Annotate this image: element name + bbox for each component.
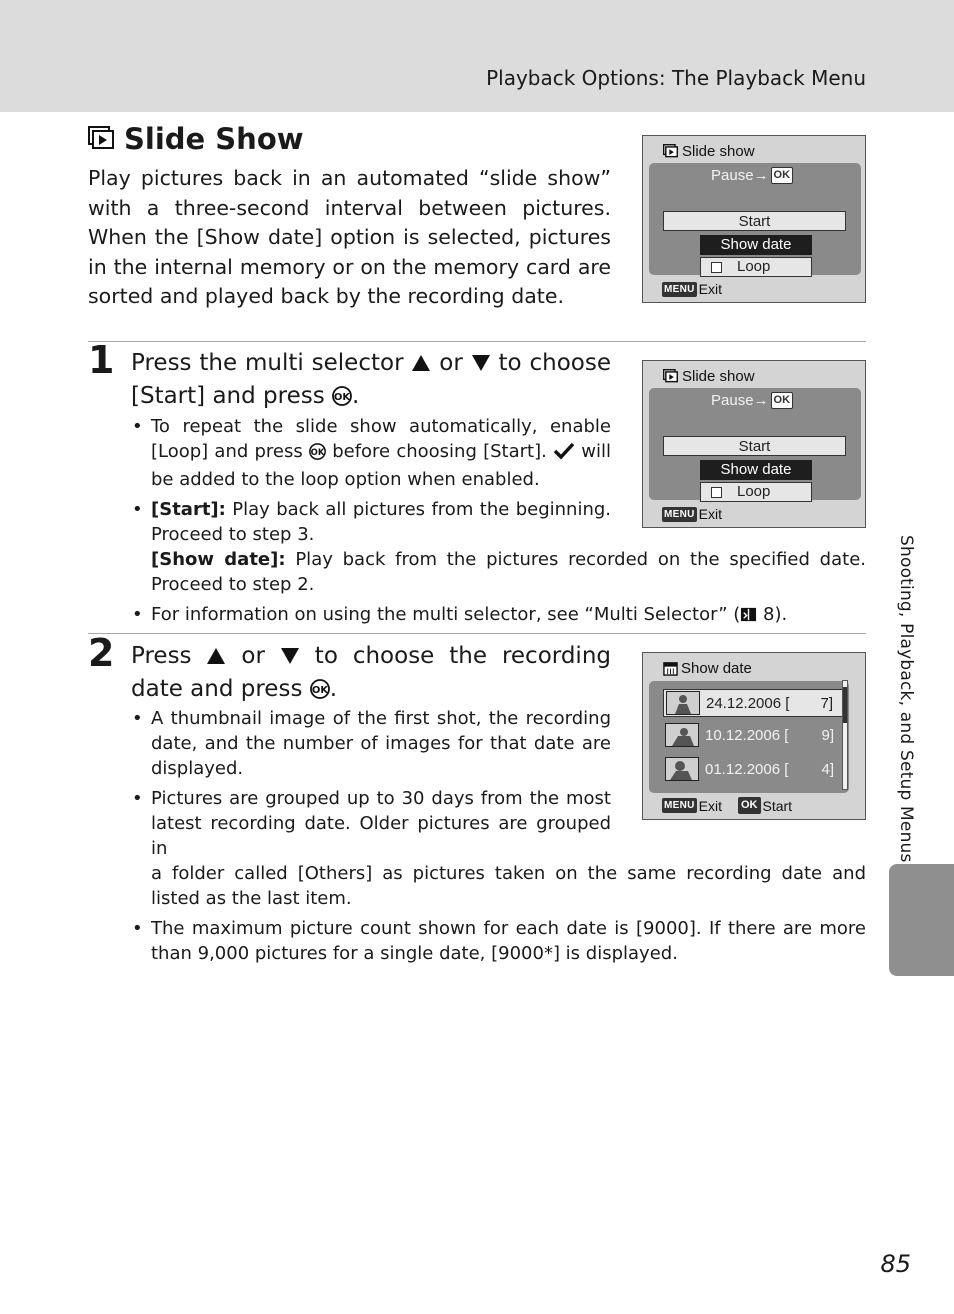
pause-text: Pause→ <box>711 167 769 184</box>
list-item <box>131 414 611 492</box>
side-tab-label: Shooting, Playback, and Setup Menus <box>896 535 916 863</box>
bullet-text: Play back from the pictures recorded on the specified date. Proceed to step 2. <box>151 549 866 595</box>
picture-count: 7] <box>820 695 833 712</box>
svg-text:OK: OK <box>333 391 351 403</box>
step2-heading-text: Press <box>131 643 207 669</box>
ok-icon: OK <box>738 797 761 814</box>
loop-label: Loop <box>737 258 771 275</box>
pause-hint <box>711 392 793 409</box>
step1-heading-text: . <box>352 382 360 409</box>
step2-heading-text: or <box>226 643 280 669</box>
thumbnail-image <box>665 723 699 747</box>
thumbnail-image <box>666 691 700 715</box>
start-label: [Start]: <box>151 499 226 520</box>
pause-hint <box>711 167 793 184</box>
thumbnail-image <box>665 757 699 781</box>
divider <box>88 341 866 342</box>
show-date-label: [Show date]: <box>151 549 286 570</box>
slide-show-icon <box>663 369 679 384</box>
bullet-text: Play back all pictures from the beginning. Proceed to step 3. <box>151 499 611 545</box>
ok-button-icon <box>310 678 330 708</box>
menu-option-start[interactable]: Start <box>663 211 846 231</box>
slide-show-icon <box>88 126 116 152</box>
recording-date: 01.12.2006 [ <box>705 761 789 778</box>
slide-show-icon <box>663 144 679 159</box>
ok-icon: OK <box>771 392 794 409</box>
down-arrow-icon <box>280 645 300 675</box>
bullet-text: To repeat the slide show automatically, enable [Loop] and press <box>151 416 611 462</box>
step-number: 2 <box>88 631 115 675</box>
camera-screen-slide-show <box>642 135 866 303</box>
screen-title <box>663 143 755 160</box>
menu-panel <box>649 388 861 500</box>
menu-icon: MENU <box>664 800 695 811</box>
picture-count: 9] <box>821 727 834 744</box>
section-title-text: Slide Show <box>124 122 304 156</box>
up-arrow-icon <box>411 352 431 382</box>
start-label: Start <box>762 797 793 814</box>
up-arrow-icon <box>206 645 226 675</box>
intro-paragraph: Play pictures back in an automated “slide show” with a three-second interval between pictures. When the [Show date] option is selected, pictures in the internal memory or on the memory card are sorted and played back by the recording date. <box>88 166 611 308</box>
ok-button-icon <box>309 442 326 467</box>
step1-heading-text: to choose [Start] and press <box>131 350 611 409</box>
picture-count: 4] <box>821 761 834 778</box>
step1-heading-text: Press the multi selector <box>131 350 412 376</box>
step1-heading <box>131 349 611 414</box>
bullet-text: For information on using the multi selector, see “Multi Selector” ( <box>151 604 741 625</box>
menu-option-loop[interactable] <box>700 482 812 502</box>
menu-panel <box>649 163 861 275</box>
exit-label: Exit <box>698 797 722 814</box>
step2-heading <box>131 642 611 707</box>
screen-footer <box>662 506 722 522</box>
menu-option-show-date[interactable]: Show date <box>700 460 812 480</box>
step2-heading-text: to choose the recording date and press <box>131 643 611 702</box>
screen-footer <box>662 281 722 297</box>
bullet-text: • Pictures are grouped up to 30 days from the most latest recording date. Older pictures are grouped in <box>151 788 611 859</box>
date-row[interactable] <box>663 722 846 750</box>
recording-date: 10.12.2006 [ <box>705 727 789 744</box>
menu-icon: MENU <box>664 283 695 295</box>
checkmark-icon <box>553 442 575 467</box>
scrollbar[interactable] <box>842 680 848 790</box>
bullet-text: a folder called [Others] as pictures taken on the same recording date and listed as the last item. <box>151 863 866 909</box>
exit-label: Exit <box>698 506 722 522</box>
step2-heading-text: . <box>329 675 338 702</box>
side-tab <box>889 864 954 976</box>
camera-screen-slide-show <box>642 360 866 528</box>
page-number: 85 <box>880 1250 911 1278</box>
camera-screen-show-date <box>642 652 866 820</box>
calendar-icon <box>663 661 678 676</box>
ok-button-icon <box>332 385 352 415</box>
list-item: • A thumbnail image of the first shot, the recording date, and the number of images for that date are displayed. <box>131 706 611 781</box>
menu-option-loop[interactable] <box>700 257 812 277</box>
step1-heading-text: or <box>431 350 471 376</box>
svg-text:OK: OK <box>311 684 328 696</box>
date-row[interactable] <box>663 689 846 717</box>
header-band <box>0 0 954 112</box>
screen-title <box>663 660 752 677</box>
screen-title <box>663 368 755 385</box>
ok-icon: OK <box>771 167 794 184</box>
exit-label: Exit <box>698 281 722 297</box>
divider <box>88 633 866 634</box>
svg-text:OK: OK <box>310 447 325 458</box>
bullet-text: will be added to the loop option when enabled. <box>151 441 612 490</box>
reference-icon <box>740 605 757 630</box>
screen-footer <box>662 797 792 814</box>
loop-checkbox[interactable] <box>711 262 722 273</box>
scrollbar-thumb[interactable] <box>843 687 847 723</box>
recording-date: 24.12.2006 [ <box>706 695 790 712</box>
menu-icon: MENU <box>664 508 695 520</box>
section-title <box>88 122 304 156</box>
screen-title-text: Slide show <box>682 143 755 160</box>
step-number: 1 <box>88 338 115 382</box>
bullet-text: before choosing [Start]. <box>325 441 554 462</box>
list-item: • The maximum picture count shown for each date is [9000]. If there are more than 9,000 pictures for a single date, [9000*] is displayed. <box>131 916 866 966</box>
screen-title-text: Slide show <box>682 368 755 385</box>
menu-option-start[interactable]: Start <box>663 436 846 456</box>
screen-title-text: Show date <box>681 660 752 677</box>
menu-option-show-date[interactable]: Show date <box>700 235 812 255</box>
down-arrow-icon <box>471 352 491 382</box>
bullet-text: 8). <box>757 604 788 625</box>
pause-text: Pause→ <box>711 392 769 409</box>
date-list-panel <box>649 681 849 793</box>
date-row[interactable] <box>663 756 846 784</box>
loop-label: Loop <box>737 483 771 500</box>
list-item <box>131 602 866 630</box>
loop-checkbox[interactable] <box>711 487 722 498</box>
header-title: Playback Options: The Playback Menu <box>486 66 866 90</box>
